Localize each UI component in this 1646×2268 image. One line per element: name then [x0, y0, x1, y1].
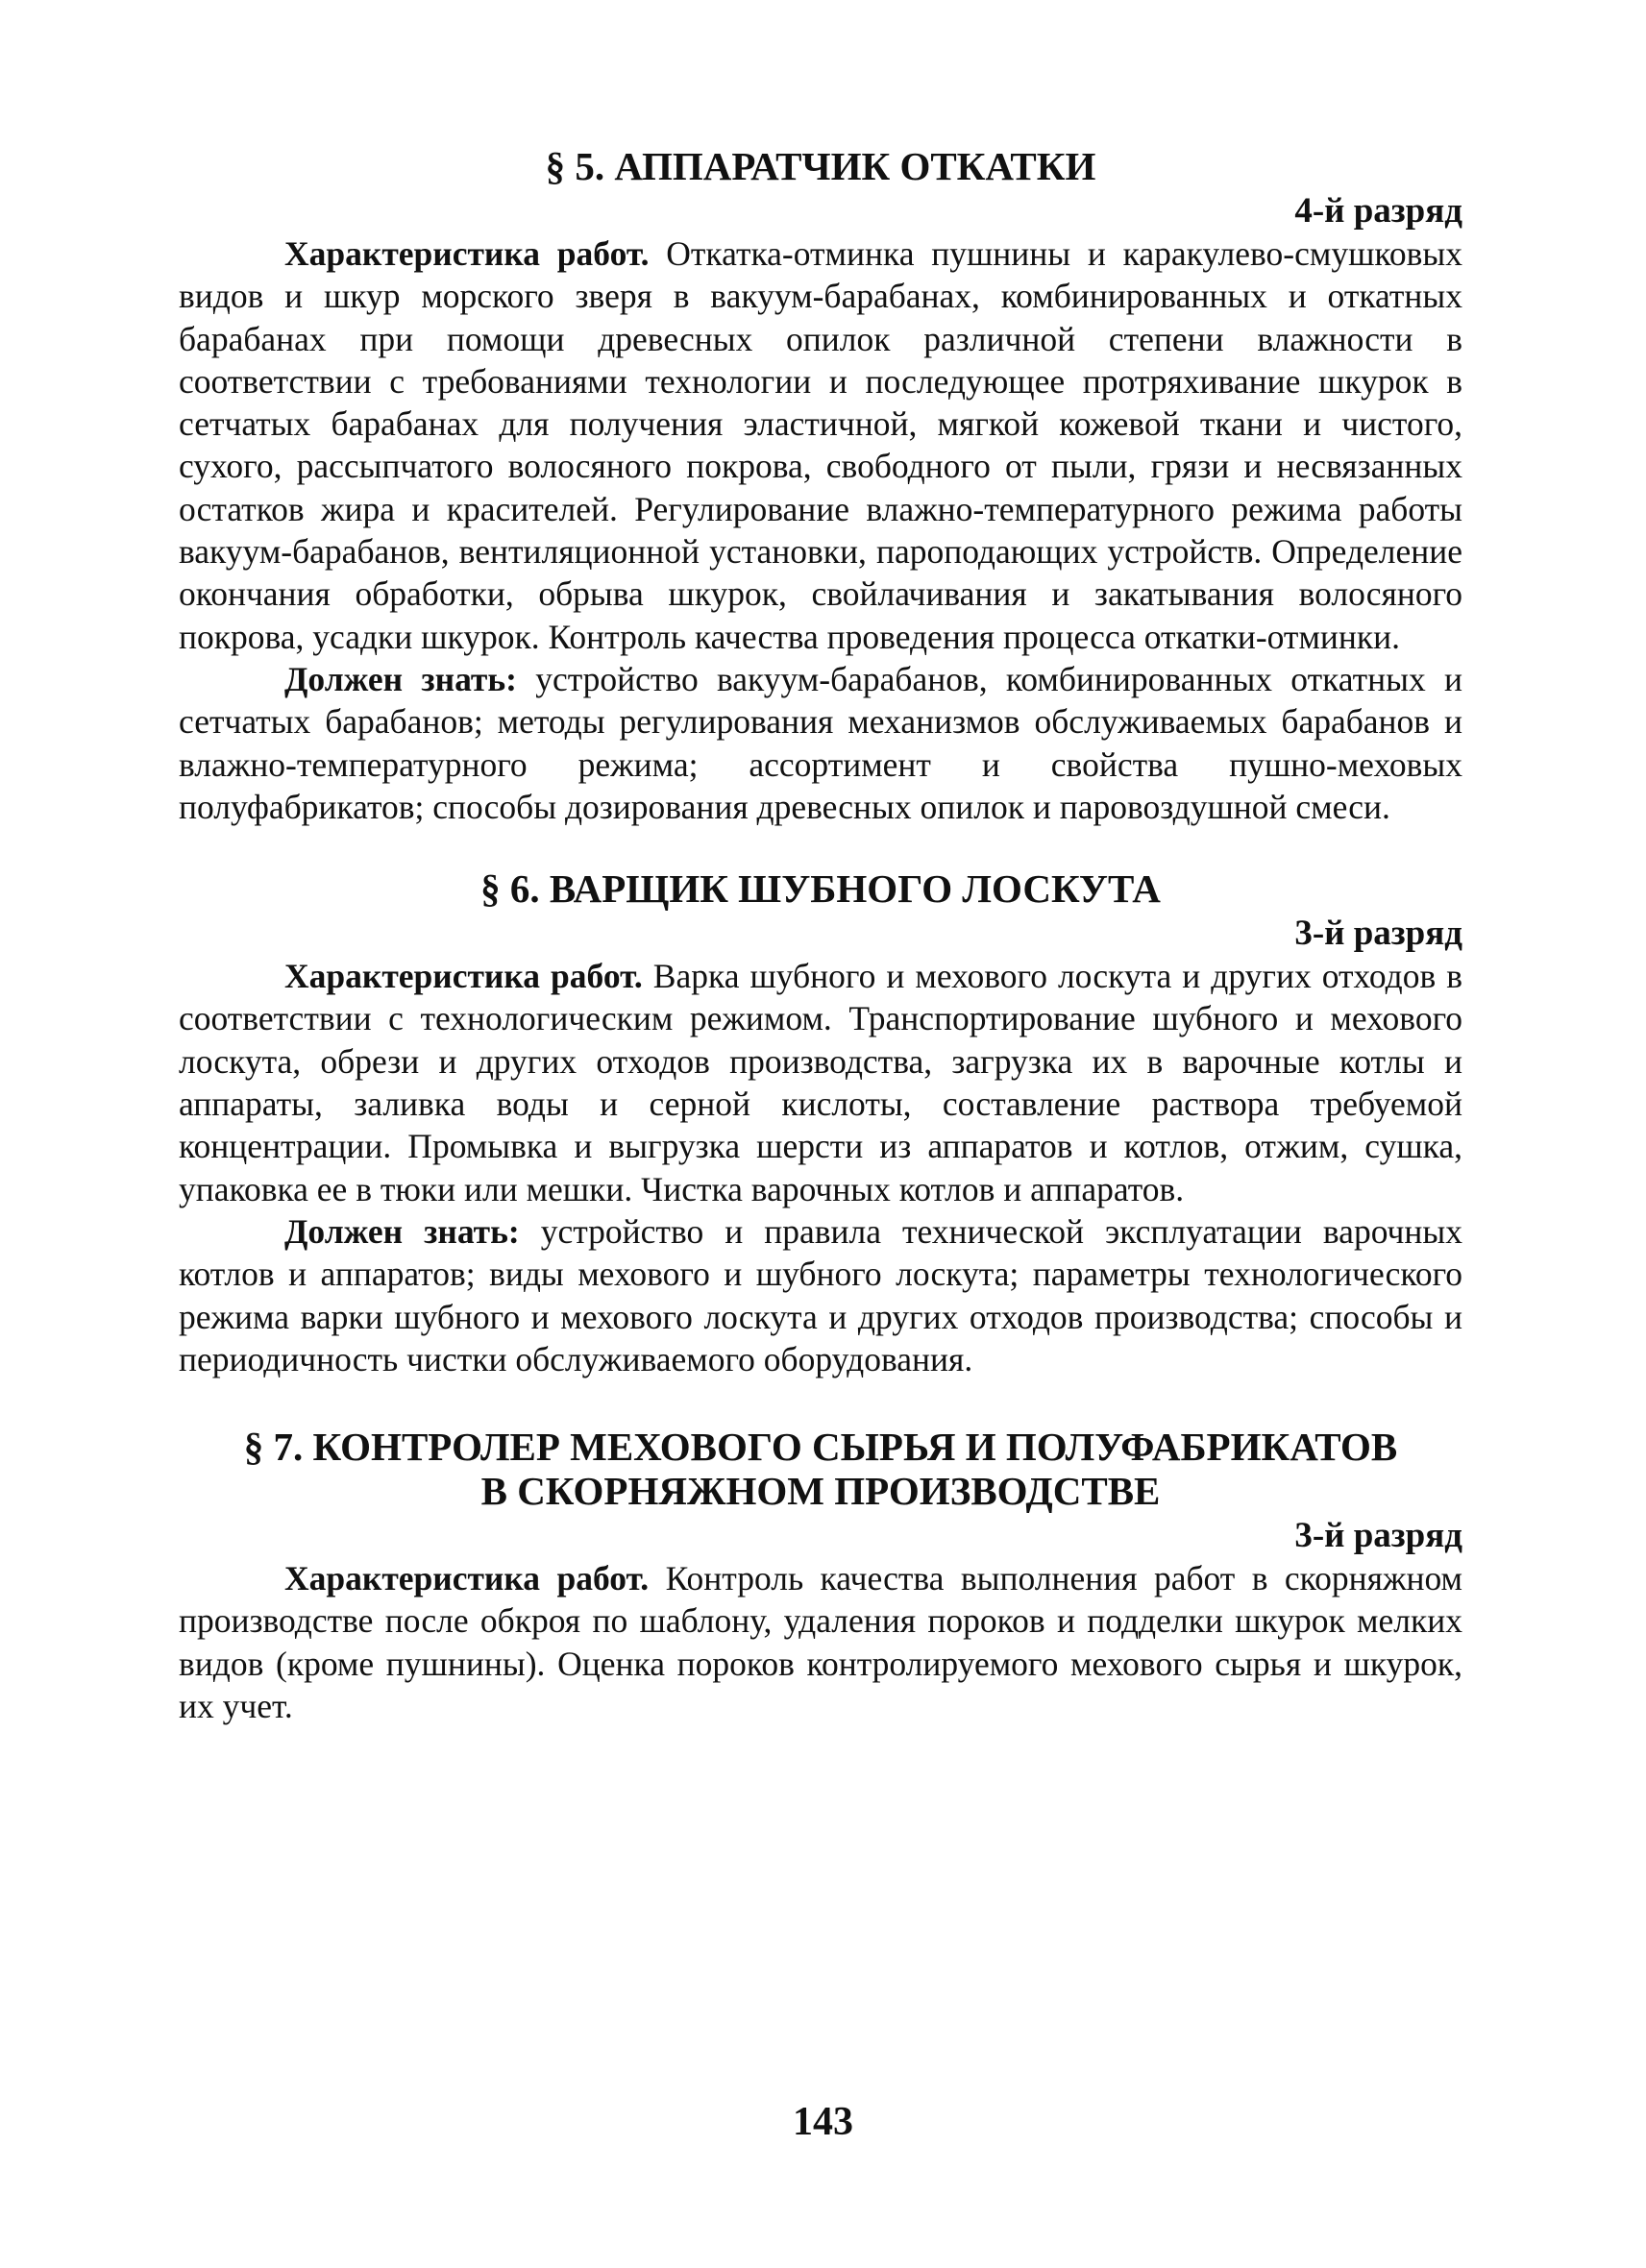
knowledge-paragraph	[179, 658, 1462, 828]
characteristic-label: Характеристика работ.	[284, 234, 650, 273]
characteristic-text: Варка шубного и мехового лоскута и других отходов в соответствии с технологическим режимом. Транспортирование шубного и мехового лоскута, обрези и других отходов производства, загрузка их в варочные котлы и аппараты, заливка воды и серной кислоты, составление раствора требуемой концентрации. Промывка и выгрузка шерсти из аппаратов и котлов, отжим, сушка, упаковка ее в тюки или мешки. Чистка варочных котлов и аппаратов.	[179, 957, 1462, 1208]
section-5	[179, 144, 1462, 828]
section-title-line-1: § 7. КОНТРОЛЕР МЕХОВОГО СЫРЬЯ И ПОЛУФАБРИКАТОВ	[243, 1425, 1398, 1470]
rank-label: 4-й разряд	[1294, 191, 1462, 231]
section-spacer	[179, 828, 1462, 866]
characteristic-paragraph	[179, 955, 1462, 1210]
characteristic-text: Контроль качества выполнения работ в скорняжном производстве после обкроя по шаблону, удаления пороков и подделки шкурок мелких видов (кроме пушнины). Оценка пороков контролируемого мехового сырья и шкурок, их учет.	[179, 1559, 1463, 1726]
characteristic-label: Характеристика работ.	[284, 957, 643, 996]
section-title-line-2: В СКОРНЯЖНОМ ПРОИЗВОДСТВЕ	[480, 1469, 1161, 1514]
knowledge-text: устройство и правила технической эксплуатации варочных котлов и аппаратов; виды мехового и шубного лоскута; параметры технологического режима варки шубного и мехового лоскута и других отходов производства; способы и периодичность чистки обслуживаемого оборудования.	[179, 1211, 1462, 1378]
section-7	[179, 1425, 1462, 1727]
characteristic-paragraph	[179, 1557, 1462, 1727]
knowledge-label: Должен знать:	[284, 659, 517, 698]
characteristic-paragraph	[179, 232, 1462, 658]
characteristic-text: Откатка-отминка пушнины и каракулево-смушковых видов и шкур морского зверя в вакуум-барабанах, комбинированных и откатных барабанах при помощи древесных опилок различной степени влажности в соответствии с требованиями технологии и последующее протряхивание шкурок в сетчатых барабанах для получения эластичной, мягкой кожевой ткани и чистого, сухого, рассыпчатого волосяного покрова, свободного от пыли, грязи и несвязанных остатков жира и красителей. Регулирование влажно-температурного режима работы вакуум-барабанов, вентиляционной установки, пароподающих устройств. Определение окончания обработки, обрыва шкурок, свойлачивания и закатывания волосяного покрова, усадки шкурок. Контроль качества проведения процесса откатки-отминки.	[179, 234, 1462, 656]
section-title: § 6. ВАРЩИК ШУБНОГО ЛОСКУТА	[480, 866, 1161, 912]
page-number: 143	[793, 2100, 853, 2144]
section-6	[179, 866, 1462, 1380]
section-spacer	[179, 1380, 1462, 1425]
knowledge-text: устройство вакуум-барабанов, комбинированных откатных и сетчатых барабанов; методы регулирования механизмов обслуживаемых барабанов и влажно-температурного режима; ассортимент и свойства пушно-меховых полуфабрикатов; способы дозирования древесных опилок и паровоздушной смеси.	[179, 659, 1463, 826]
rank-label: 3-й разряд	[1294, 914, 1462, 954]
knowledge-paragraph	[179, 1210, 1462, 1380]
page-content	[179, 144, 1462, 1727]
knowledge-label: Должен знать:	[284, 1211, 520, 1251]
characteristic-label: Характеристика работ.	[284, 1559, 650, 1598]
rank-label: 3-й разряд	[1294, 1516, 1462, 1556]
section-title: § 5. АППАРАТЧИК ОТКАТКИ	[545, 144, 1096, 188]
